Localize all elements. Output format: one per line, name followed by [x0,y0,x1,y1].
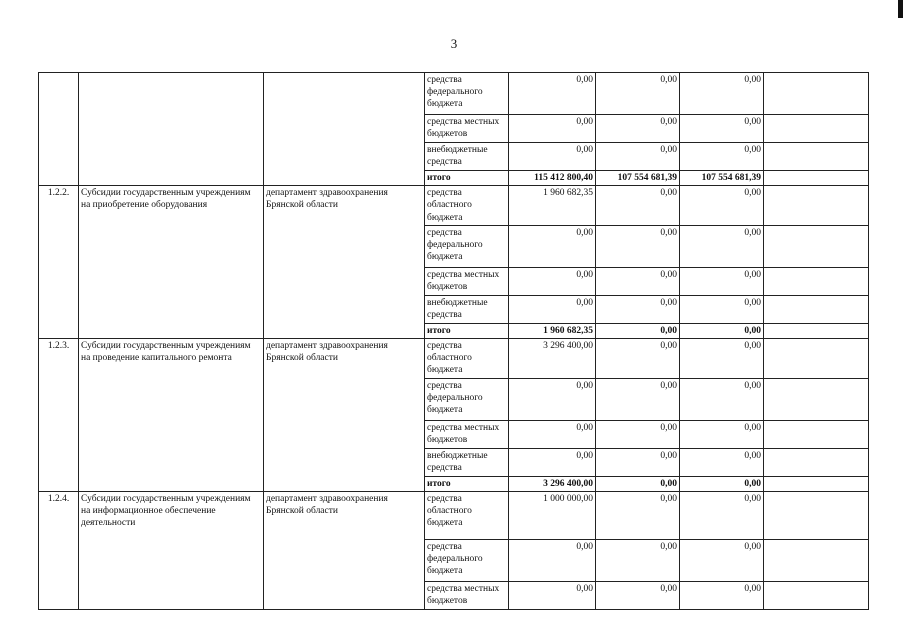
amount-year-1: 0,00 [509,378,596,420]
group-department: департамент здравоохранения Брянской области [264,186,425,339]
amount-year-2: 0,00 [596,323,680,338]
empty-cell [764,476,869,491]
amount-year-1: 0,00 [509,73,596,115]
empty-cell [764,171,869,186]
funding-source: средства федерального бюджета [425,225,509,267]
amount-year-1: 0,00 [509,295,596,323]
amount-year-2: 0,00 [596,225,680,267]
amount-year-2: 0,00 [596,378,680,420]
amount-year-2: 0,00 [596,581,680,609]
funding-source: средства местных бюджетов [425,115,509,143]
amount-year-2: 0,00 [596,295,680,323]
amount-year-2: 0,00 [596,476,680,491]
amount-year-2: 0,00 [596,143,680,171]
group-code: 1.2.4. [39,491,79,609]
amount-year-1: 0,00 [509,420,596,448]
funding-source: средства местных бюджетов [425,420,509,448]
funding-source: средства федерального бюджета [425,378,509,420]
funding-source: средства местных бюджетов [425,267,509,295]
group-code: 1.2.2. [39,186,79,339]
amount-year-3: 0,00 [680,267,764,295]
total-label: итого [425,171,509,186]
total-label: итого [425,323,509,338]
amount-year-3: 0,00 [680,186,764,226]
amount-year-1: 0,00 [509,539,596,581]
group-department: департамент здравоохранения Брянской области [264,491,425,609]
amount-year-2: 0,00 [596,539,680,581]
amount-year-3: 0,00 [680,448,764,476]
amount-year-3: 0,00 [680,491,764,539]
amount-year-2: 0,00 [596,420,680,448]
amount-year-3: 0,00 [680,476,764,491]
empty-cell [764,581,869,609]
table-row [39,73,869,115]
empty-cell [764,143,869,171]
amount-year-3: 0,00 [680,225,764,267]
empty-cell [764,295,869,323]
amount-year-3: 107 554 681,39 [680,171,764,186]
funding-source: средства федерального бюджета [425,73,509,115]
amount-year-1: 3 296 400,00 [509,339,596,379]
group-name: Субсидии государственным учреждениям на проведение капитального ремонта [79,339,264,492]
amount-year-1: 1 960 682,35 [509,186,596,226]
amount-year-3: 0,00 [680,378,764,420]
group-code [39,73,79,186]
empty-cell [764,448,869,476]
amount-year-2: 0,00 [596,186,680,226]
amount-year-3: 0,00 [680,539,764,581]
amount-year-2: 0,00 [596,115,680,143]
amount-year-1: 1 000 000,00 [509,491,596,539]
funding-source: средства областного бюджета [425,339,509,379]
empty-cell [764,339,869,379]
amount-year-1: 0,00 [509,267,596,295]
table-row [39,186,869,226]
empty-cell [764,491,869,539]
amount-year-2: 0,00 [596,491,680,539]
amount-year-2: 0,00 [596,448,680,476]
amount-year-1: 0,00 [509,448,596,476]
empty-cell [764,420,869,448]
funding-source: средства областного бюджета [425,186,509,226]
amount-year-1: 115 412 800,40 [509,171,596,186]
amount-year-1: 0,00 [509,115,596,143]
empty-cell [764,225,869,267]
amount-year-3: 0,00 [680,420,764,448]
amount-year-3: 0,00 [680,581,764,609]
group-code: 1.2.3. [39,339,79,492]
table-row [39,339,869,379]
group-department [264,73,425,186]
amount-year-1: 3 296 400,00 [509,476,596,491]
empty-cell [764,539,869,581]
amount-year-2: 0,00 [596,339,680,379]
amount-year-2: 0,00 [596,267,680,295]
amount-year-2: 107 554 681,39 [596,171,680,186]
budget-table [38,72,869,610]
empty-cell [764,186,869,226]
empty-cell [764,73,869,115]
amount-year-1: 0,00 [509,225,596,267]
scan-corner-mark [898,0,903,18]
funding-source: средства местных бюджетов [425,581,509,609]
amount-year-3: 0,00 [680,115,764,143]
group-department: департамент здравоохранения Брянской области [264,339,425,492]
group-name [79,73,264,186]
funding-source: внебюджетные средства [425,143,509,171]
amount-year-3: 0,00 [680,143,764,171]
amount-year-1: 1 960 682,35 [509,323,596,338]
table-row [39,491,869,539]
amount-year-3: 0,00 [680,295,764,323]
group-name: Субсидии государственным учреждениям на приобретение оборудования [79,186,264,339]
group-name: Субсидии государственным учреждениям на информационное обеспечение деятельности [79,491,264,609]
amount-year-3: 0,00 [680,73,764,115]
funding-source: внебюджетные средства [425,295,509,323]
amount-year-3: 0,00 [680,339,764,379]
total-label: итого [425,476,509,491]
amount-year-1: 0,00 [509,143,596,171]
funding-source: средства областного бюджета [425,491,509,539]
funding-source: внебюджетные средства [425,448,509,476]
amount-year-3: 0,00 [680,323,764,338]
empty-cell [764,378,869,420]
funding-source: средства федерального бюджета [425,539,509,581]
amount-year-2: 0,00 [596,73,680,115]
empty-cell [764,115,869,143]
empty-cell [764,323,869,338]
amount-year-1: 0,00 [509,581,596,609]
page-number: 3 [450,36,458,51]
empty-cell [764,267,869,295]
